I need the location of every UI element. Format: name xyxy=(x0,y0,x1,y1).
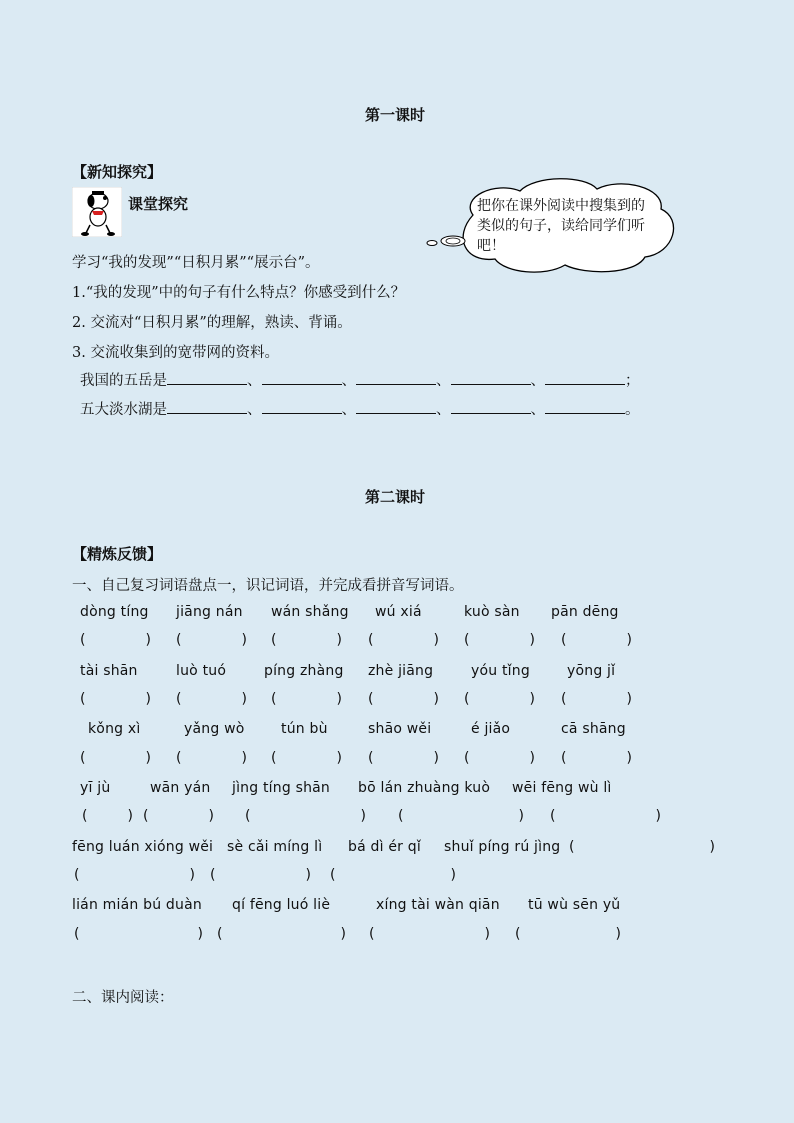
fill-line-five-mountains xyxy=(80,369,640,390)
answer-blank[interactable] xyxy=(262,399,342,414)
lesson1-item-1: 1.“我的发现”中的句子有什么特点？你感受到什么？ xyxy=(72,285,406,301)
answer-blank[interactable] xyxy=(451,370,531,385)
answer-parens[interactable]: ( ) xyxy=(464,750,535,766)
pinyin: tū wù sēn yǔ xyxy=(528,897,621,913)
fill-label: 我国的五岳是 xyxy=(80,373,167,389)
pinyin: sè cǎi míng lì xyxy=(227,839,323,855)
answer-parens[interactable]: ( ) xyxy=(398,808,524,824)
pinyin: wú xiá xyxy=(375,604,422,620)
answer-parens[interactable]: ( ) xyxy=(368,750,439,766)
separator: 、 xyxy=(247,402,262,418)
pinyin: jìng tíng shān xyxy=(232,780,330,796)
answer-blank[interactable] xyxy=(262,370,342,385)
pinyin: lián mián bú duàn xyxy=(72,897,202,913)
answer-parens[interactable]: ( ) xyxy=(369,926,490,942)
pinyin: yī jù xyxy=(80,780,111,796)
lesson2-title: 第二课时 xyxy=(365,488,426,506)
pinyin: yóu tǐng xyxy=(471,663,530,679)
pinyin: zhè jiāng xyxy=(368,663,434,679)
answer-parens[interactable]: ( ) xyxy=(143,808,214,824)
answer-parens[interactable]: ( ) xyxy=(210,867,311,883)
pinyin: bō lán zhuàng kuò xyxy=(358,780,491,796)
pinyin: fēng luán xióng wěi xyxy=(72,839,214,855)
cartoon-dog-icon xyxy=(72,187,122,237)
separator: 、 xyxy=(436,373,451,389)
lesson1-title: 第一课时 xyxy=(365,106,426,124)
answer-parens[interactable]: ( ) xyxy=(368,691,439,707)
pinyin: kuò sàn xyxy=(464,604,520,620)
pinyin: tún bù xyxy=(281,721,328,737)
answer-parens[interactable]: ( ) xyxy=(74,867,195,883)
pinyin: shuǐ píng rú jìng xyxy=(444,839,561,855)
fill-label: 五大淡水湖是 xyxy=(80,402,167,418)
pinyin: wān yán xyxy=(150,780,211,796)
answer-parens[interactable]: ( ) xyxy=(515,926,621,942)
pinyin: dòng tíng xyxy=(80,604,149,620)
separator: 、 xyxy=(247,373,262,389)
answer-parens[interactable]: ( ) xyxy=(271,632,342,648)
answer-parens[interactable]: ( ) xyxy=(569,839,715,855)
pinyin: kǒng xì xyxy=(88,721,141,737)
answer-parens[interactable]: ( ) xyxy=(176,691,247,707)
lesson1-item-3: 3. 交流收集到的宽带网的资料。 xyxy=(72,345,279,361)
pinyin: jiāng nán xyxy=(176,604,243,620)
answer-parens[interactable]: ( ) xyxy=(330,867,456,883)
lesson1-intro: 学习“我的发现”“日积月累”“展示台”。 xyxy=(72,255,320,271)
answer-parens[interactable]: ( ) xyxy=(464,691,535,707)
pinyin: luò tuó xyxy=(176,663,227,679)
answer-blank[interactable] xyxy=(356,399,436,414)
lesson1-item-2: 2. 交流对“日积月累”的理解，熟读、背诵。 xyxy=(72,315,352,331)
answer-parens[interactable]: ( ) xyxy=(368,632,439,648)
answer-blank[interactable] xyxy=(167,399,247,414)
pinyin: yōng jǐ xyxy=(567,663,616,679)
answer-parens[interactable]: ( ) xyxy=(176,750,247,766)
pinyin: xíng tài wàn qiān xyxy=(376,897,500,913)
answer-parens[interactable]: ( ) xyxy=(82,808,133,824)
separator: 、 xyxy=(530,402,545,418)
lesson2-section-label: 【精炼反馈】 xyxy=(72,545,163,563)
answer-parens[interactable]: ( ) xyxy=(271,691,342,707)
lesson2-task1: 一、自己复习词语盘点一，识记词语，并完成看拼音写词语。 xyxy=(72,578,464,594)
line-end: 。 xyxy=(625,402,640,418)
answer-parens[interactable]: ( ) xyxy=(464,632,535,648)
answer-parens[interactable]: ( ) xyxy=(561,750,632,766)
separator: 、 xyxy=(530,373,545,389)
pinyin: cā shāng xyxy=(561,721,626,737)
answer-parens[interactable]: ( ) xyxy=(176,632,247,648)
separator: 、 xyxy=(341,373,356,389)
lesson1-subsection-label: 课堂探究 xyxy=(128,195,189,213)
separator: 、 xyxy=(341,402,356,418)
separator: 、 xyxy=(436,402,451,418)
pinyin: qí fēng luó liè xyxy=(232,897,331,913)
answer-parens[interactable]: ( ) xyxy=(561,632,632,648)
answer-parens[interactable]: ( ) xyxy=(80,691,151,707)
answer-parens[interactable]: ( ) xyxy=(80,632,151,648)
pinyin: shāo wěi xyxy=(368,721,432,737)
answer-blank[interactable] xyxy=(545,370,625,385)
answer-blank[interactable] xyxy=(356,370,436,385)
pinyin: pān dēng xyxy=(551,604,619,620)
answer-parens[interactable]: ( ) xyxy=(245,808,366,824)
answer-blank[interactable] xyxy=(451,399,531,414)
fill-line-five-lakes xyxy=(80,398,640,419)
answer-parens[interactable]: ( ) xyxy=(74,926,203,942)
pinyin: wán shǎng xyxy=(271,604,349,620)
answer-parens[interactable]: ( ) xyxy=(217,926,346,942)
pinyin: bá dì ér qǐ xyxy=(348,839,421,855)
pinyin: píng zhàng xyxy=(264,663,344,679)
answer-parens[interactable]: ( ) xyxy=(550,808,661,824)
answer-parens[interactable]: ( ) xyxy=(271,750,342,766)
lesson2-task2: 二、课内阅读： xyxy=(72,990,174,1006)
pinyin: tài shān xyxy=(80,663,138,679)
answer-parens[interactable]: ( ) xyxy=(561,691,632,707)
pinyin: é jiǎo xyxy=(471,721,511,737)
line-end: ； xyxy=(625,373,640,389)
answer-blank[interactable] xyxy=(167,370,247,385)
pinyin: wēi fēng wù lì xyxy=(512,780,612,796)
answer-parens[interactable]: ( ) xyxy=(80,750,151,766)
lesson1-section-label: 【新知探究】 xyxy=(72,163,163,181)
bubble-text: 把你在课外阅读中搜集到的类似的句子，读给同学们听吧！ xyxy=(477,198,645,254)
answer-blank[interactable] xyxy=(545,399,625,414)
pinyin: yǎng wò xyxy=(184,721,245,737)
